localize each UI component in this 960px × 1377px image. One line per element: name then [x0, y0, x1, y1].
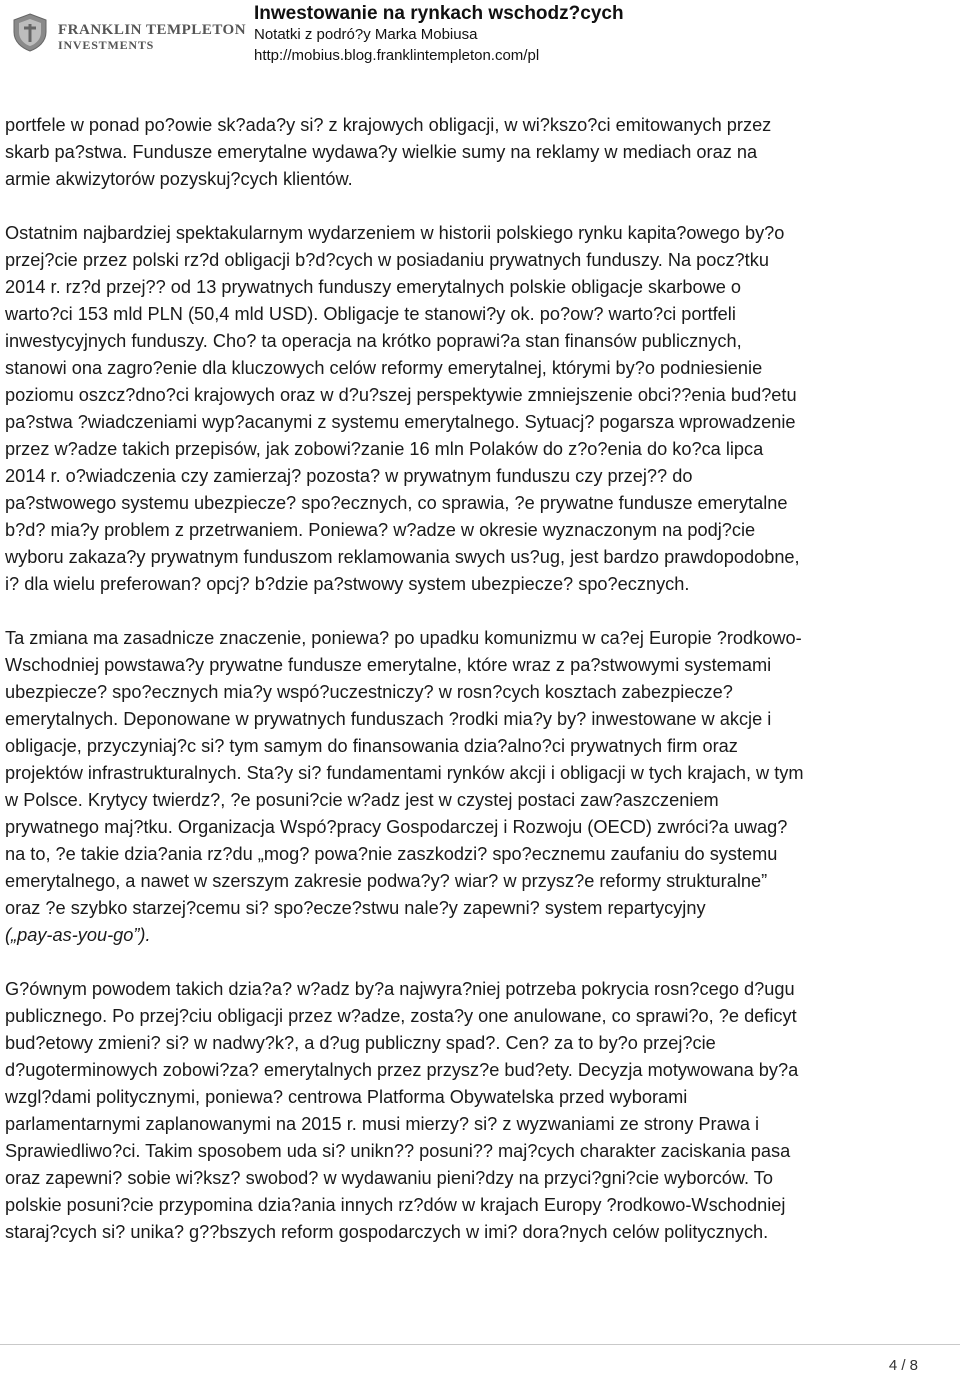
franklin-templeton-logo	[8, 12, 247, 52]
text-line: w Polsce. Krytycy twierdz?, ?e posuni?cie w?adz jest w czystej postaci zaw?aszczeniem	[5, 790, 719, 810]
text-line: G?ównym powodem takich dzia?a? w?adz by?a najwyra?niej potrzeba pokrycia rosn?cego d?ugu	[5, 979, 795, 999]
text-line: i? dla wielu preferowan? opcj? b?dzie pa?stwowy system ubezpiecze? spo?ecznych.	[5, 574, 690, 594]
text-line: publicznego. Po przej?ciu obligacji przez w?adze, zosta?y one anulowane, co sprawi?o, ?e deficyt	[5, 1006, 797, 1026]
text-line-italic: („pay-as-you-go”).	[5, 925, 151, 945]
text-line: wyboru zakaza?y prywatnym funduszom reklamowania swych us?ug, jest bardzo prawdopodobne,	[5, 547, 800, 567]
text-line: warto?ci 153 mld PLN (50,4 mld USD). Obligacje te stanowi?y ok. po?ow? warto?ci portfeli	[5, 304, 736, 324]
text-line: wzgl?dami politycznymi, poniewa? centrowa Platforma Obywatelska przed wyborami	[5, 1087, 688, 1107]
page-header	[0, 0, 960, 70]
blog-url-link[interactable]: http://mobius.blog.franklintempleton.com/pl	[254, 47, 540, 64]
footer-divider	[0, 1344, 960, 1345]
paragraph-2	[5, 220, 957, 598]
paragraph-4	[5, 976, 957, 1246]
text-line: Ta zmiana ma zasadnicze znaczenie, poniewa? po upadku komunizmu w ca?ej Europie ?rodkowo-	[5, 628, 802, 648]
document-title: Inwestowanie na rynkach wschodz?cych	[254, 3, 624, 24]
text-line: stanowi ona zagro?enie dla kluczowych celów reformy emerytalnej, którymi by?o podniesienie	[5, 358, 763, 378]
text-line: emerytalnych. Deponowane w prywatnych funduszach ?rodki mia?y by? inwestowane w akcje i	[5, 709, 772, 729]
logo-line-2: INVESTMENTS	[58, 38, 155, 52]
text-line: prywatnego maj?tku. Organizacja Wspó?pracy Gospodarczej i Rozwoju (OECD) zwróci?a uwag?	[5, 817, 788, 837]
text-line: pa?stwowego systemu ubezpiecze? spo?ecznych, co sprawia, ?e prywatne fundusze emerytalne	[5, 493, 788, 513]
text-line: oraz zapewni? sobie wi?ksz? swobod? w wydawaniu pieni?dzy na przyci?gni?cie wyborców. To	[5, 1168, 773, 1188]
document-subtitle: Notatki z podró?y Marka Mobiusa	[254, 26, 478, 43]
text-line: skarb pa?stwa. Fundusze emerytalne wydawa?y wielkie sumy na reklamy w mediach oraz na	[5, 142, 758, 162]
franklin-templeton-shield-icon	[8, 12, 52, 52]
logo-line-1: FRANKLIN TEMPLETON	[58, 22, 247, 38]
text-line: na to, ?e takie dzia?ania rz?du „mog? powa?nie zaszkodzi? spo?ecznemu zaufaniu do systemu	[5, 844, 778, 864]
paragraph-3	[5, 625, 957, 949]
text-line: d?ugoterminowych zobowi?za? emerytalnych przez przysz?e bud?ety. Decyzja motywowana by?a	[5, 1060, 799, 1080]
text-line: Ostatnim najbardziej spektakularnym wydarzeniem w historii polskiego rynku kapita?owego by?o	[5, 223, 785, 243]
article-body	[5, 112, 957, 1246]
text-line: Sprawiedliwo?ci. Takim sposobem uda si? unikn?? posuni?? maj?cych charakter zaciskania pasa	[5, 1141, 791, 1161]
text-line: parlamentarnymi zaplanowanymi na 2015 r. musi mierzy? si? z wyzwaniami ze strony Prawa i	[5, 1114, 760, 1134]
text-line: 2014 r. rz?d przej?? od 13 prywatnych funduszy emerytalnych polskie obligacje skarbowe o	[5, 277, 741, 297]
text-line: projektów infrastrukturalnych. Sta?y si? fundamentami rynków akcji i obligacji w tych krajach, w tym	[5, 763, 804, 783]
text-line: ubezpiecze? spo?ecznych mia?y wspó?uczestniczy? w rosn?cych kosztach zabezpiecze?	[5, 682, 733, 702]
text-line: Wschodniej powstawa?y prywatne fundusze emerytalne, które wraz z pa?stwowymi systemami	[5, 655, 772, 675]
text-line: pa?stwa ?wiadczeniami wyp?acanymi z systemu emerytalnego. Sytuacj? pogarsza wprowadzenie	[5, 412, 796, 432]
text-line: poziomu oszcz?dno?ci krajowych oraz w d?u?szej perspektywie zmniejszenie obci??enia bud?etu	[5, 385, 797, 405]
text-line: przej?cie przez polski rz?d obligacji b?d?cych w posiadaniu prywatnych funduszy. Na pocz?tku	[5, 250, 769, 270]
text-line: oraz ?e szybko starzej?cemu si? spo?ecze?stwu nale?y zapewni? system repartycyjny	[5, 898, 706, 918]
text-line: inwestycyjnych funduszy. Cho? ta operacja na krótko poprawi?a stan finansów publicznych,	[5, 331, 742, 351]
text-line: przez w?adze takich przepisów, jak zobowi?zanie 16 mln Polaków do z?o?enia do ko?ca lipca	[5, 439, 764, 459]
text-line: emerytalnego, a nawet w szerszym zakresie podwa?y? wiar? w przysz?e reformy strukturalne”	[5, 871, 768, 891]
text-line: armie akwizytorów pozyskuj?cych klientów.	[5, 169, 353, 189]
page-number: 4 / 8	[888, 1357, 918, 1374]
text-line: 2014 r. o?wiadczenia czy zamierzaj? pozosta? w prywatnym funduszu czy przej?? do	[5, 466, 693, 486]
text-line: b?d? mia?y problem z przetrwaniem. Poniewa? w?adze w okresie wyznaczonym na podj?cie	[5, 520, 756, 540]
text-line: bud?etowy zmieni? si? w nadwy?k?, a d?ug publiczny spad?. Cen? za to by?o przej?cie	[5, 1033, 716, 1053]
text-line: polskie posuni?cie przypomina dzia?ania innych rz?dów w krajach Europy ?rodkowo-Wschodniej	[5, 1195, 786, 1215]
text-line: obligacje, przyczyniaj?c si? tym samym do finansowania dzia?alno?ci prywatnych firm oraz	[5, 736, 738, 756]
text-line: portfele w ponad po?owie sk?ada?y si? z krajowych obligacji, w wi?kszo?ci emitowanych przez	[5, 115, 772, 135]
paragraph-1	[5, 112, 957, 193]
text-line: staraj?cych si? unika? g??bszych reform gospodarczych w imi? dora?nych celów politycznych.	[5, 1222, 769, 1242]
